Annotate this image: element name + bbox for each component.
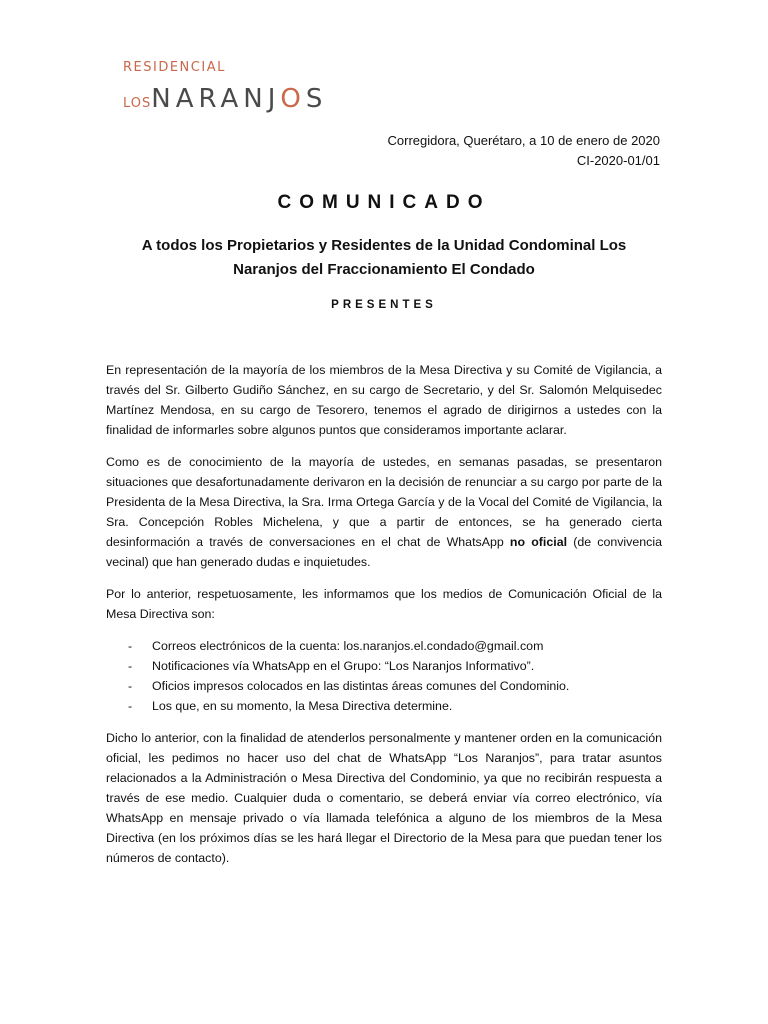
logo-naranjos-text: [151, 84, 327, 114]
list-item-text: Oficios impresos colocados en las distintas áreas comunes del Condominio.: [152, 679, 570, 693]
reference-number: CI-2020-01/01: [576, 153, 660, 168]
document-body: [106, 360, 662, 880]
logo-residencial-text: RESIDENCIAL: [123, 60, 226, 75]
paragraph-2-bold: no oficial: [509, 535, 568, 549]
list-item: [106, 636, 662, 656]
list-dash: -: [128, 679, 133, 693]
salutation: PRESENTES: [331, 299, 437, 311]
paragraph-2: [106, 452, 662, 572]
paragraph-4: Dicho lo anterior, con la finalidad de atenderlos personalmente y mantener orden en la comunicación oficial, les pedimos no hacer uso del chat de WhatsApp “Los Naranjos”, para tratar asuntos relacionados a la Administración o Mesa Directiva del Condominio, ya que no recibirán respuesta a través de ese medio. Cualquier duda o comentario, se deberá enviar vía correo electrónico, vía WhatsApp en mensaje privado o vía llamada telefónica a alguno de los miembros de la Mesa Directiva (en los próximos días se les hará llegar el Directorio de la Mesa para que puedan tener los números de contacto).: [106, 731, 662, 865]
list-item-text: Correos electrónicos de la cuenta: los.naranjos.el.condado@gmail.com: [152, 639, 544, 653]
list-item: [106, 696, 662, 716]
logo-name-o: O: [280, 84, 306, 114]
addressee-line-1: A todos los Propietarios y Residentes de la Unidad Condominal Los: [141, 237, 627, 254]
list-dash: -: [128, 639, 133, 653]
paragraph-2-text-a: Como es de conocimiento de la mayoría de ustedes, en semanas pasadas, se presentaron situaciones que desafortunadamente derivaron en la decisión de renunciar a su cargo por parte de la Presidenta de la Mesa Directiva, la Sra. Irma Ortega García y de la Vocal del Comité de Vigilancia, la Sra. Concepción Robles Michelena, y que a partir de entonces, se ha generado cierta desinformación a través de conversaciones en el chat de WhatsApp: [106, 455, 662, 549]
document-title: COMUNICADO: [277, 192, 491, 213]
logo-name-part2: S: [305, 84, 328, 114]
paragraph-1: En representación de la mayoría de los miembros de la Mesa Directiva y su Comité de Vigilancia, a través del Sr. Gilberto Gudiño Sánchez, en su cargo de Secretario, y del Sr. Salomón Melquisedec Martínez Mendosa, en su cargo de Tesorero, tenemos el agrado de dirigirnos a ustedes con la finalidad de informarles sobre algunos puntos que consideramos importante aclarar.: [106, 363, 662, 437]
place-date: Corregidora, Querétaro, a 10 de enero de 2020: [387, 133, 660, 148]
list-dash: -: [128, 659, 133, 673]
paragraph-2-text-b: (de convivencia vecinal) que han generado dudas e inquietudes.: [106, 535, 662, 569]
list-dash: -: [128, 699, 133, 713]
list-item-text: Notificaciones vía WhatsApp en el Grupo: “Los Naranjos Informativo”.: [152, 659, 535, 673]
list-item: [106, 676, 662, 696]
logo-name-row: [123, 85, 327, 118]
addressee: [120, 234, 648, 282]
list-item-text: Los que, en su momento, la Mesa Directiva determine.: [152, 699, 453, 713]
logo-los-text: LOS: [123, 96, 152, 111]
residencial-los-naranjos-logo: [123, 60, 327, 118]
logo-name-part1: NARANJ: [151, 84, 281, 114]
date-reference-block: [388, 131, 660, 171]
paragraph-3: Por lo anterior, respetuosamente, les informamos que los medios de Comunicación Oficial de la Mesa Directiva son:: [106, 587, 662, 621]
list-item: [106, 656, 662, 676]
official-channels-list: [106, 636, 662, 716]
addressee-line-2: Naranjos del Fraccionamiento El Condado: [233, 261, 535, 278]
